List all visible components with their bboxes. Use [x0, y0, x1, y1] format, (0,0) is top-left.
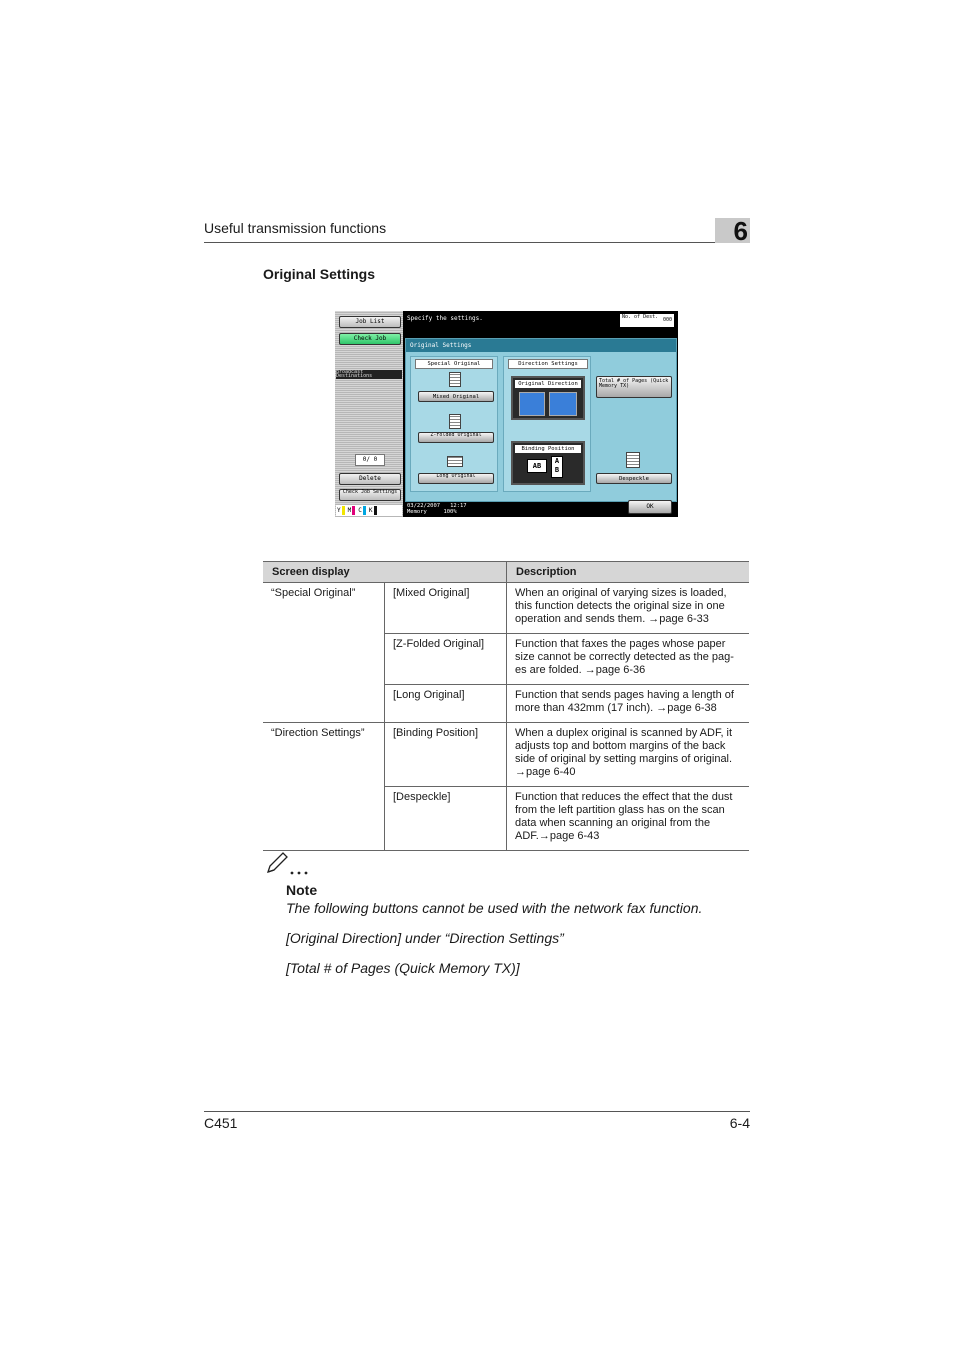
direction-settings-group: [503, 356, 591, 492]
original-direction-label: Original Direction: [515, 380, 581, 388]
screen-left-column: [335, 311, 403, 517]
running-header-title: Useful transmission functions: [204, 220, 387, 236]
item-cell: [Despeckle]: [385, 787, 507, 851]
section-title: Original Settings: [263, 266, 376, 282]
mixed-original-button[interactable]: Mixed Original: [418, 391, 494, 402]
binding-top-icon: A B: [551, 456, 563, 478]
description-cell: Function that faxes the pages whose paper size cannot be correctly detected as the pag-es are folded. →page 6-36: [507, 634, 750, 685]
item-cell: [Mixed Original]: [385, 583, 507, 634]
table-row: [263, 723, 749, 787]
dest-count-value: 000: [662, 317, 672, 323]
description-cell: Function that sends pages having a length of more than 432mm (17 inch). →page 6-38: [507, 685, 750, 723]
chapter-number: 6: [733, 216, 748, 246]
status-memory-label: Memory: [407, 509, 427, 515]
destination-counter: 0/ 0: [355, 454, 385, 466]
mixed-original-icon: [449, 372, 461, 387]
special-original-group: [410, 356, 498, 492]
ok-button[interactable]: OK: [628, 500, 672, 514]
table-header-row: [263, 562, 749, 583]
special-original-heading: Special Original: [415, 359, 493, 369]
despeckle-button[interactable]: Despeckle: [596, 473, 672, 484]
delete-button[interactable]: Delete: [339, 473, 401, 485]
status-info: [407, 503, 467, 515]
header-rule: [204, 242, 750, 243]
despeckle-icon: [626, 452, 640, 468]
item-cell: [Binding Position]: [385, 723, 507, 787]
dest-count-box: [620, 314, 674, 327]
panel-title: Original Settings: [406, 339, 676, 352]
long-original-icon: [447, 456, 463, 467]
note-line: [Total # of Pages (Quick Memory TX)]: [286, 960, 520, 976]
group-cell: “Direction Settings”: [263, 723, 385, 851]
status-memory-value: 100%: [443, 509, 457, 515]
group-cell: “Special Original”: [263, 583, 385, 723]
item-cell: [Long Original]: [385, 685, 507, 723]
pencil-note-icon: [265, 850, 310, 876]
description-cell: When an original of varying sizes is loaded, this function detects the original size in one operation and sends them. →page 6-33: [507, 583, 750, 634]
total-pages-button[interactable]: Total # of Pages (Quick Memory TX): [596, 376, 672, 398]
direction-settings-heading: Direction Settings: [508, 359, 588, 369]
note-label: Note: [286, 882, 318, 898]
original-direction-icon-2: [549, 392, 577, 416]
note-line: The following buttons cannot be used with the network fax function.: [286, 900, 703, 916]
broadcast-destinations-label: Broadcast Destinations: [336, 370, 402, 379]
footer-model: C451: [204, 1115, 238, 1131]
binding-position-label: Binding Position: [515, 445, 581, 453]
status-date: 03/22/2007: [407, 503, 441, 509]
device-screen-figure: [335, 311, 678, 517]
original-settings-panel: [405, 338, 677, 502]
dest-count-label: No. of Dest.: [622, 314, 659, 320]
z-folded-icon: [449, 414, 461, 429]
header-screen-display: Screen display: [263, 562, 507, 583]
screen-main-area: [405, 311, 678, 517]
toner-m-label: M: [347, 507, 352, 514]
toner-levels: [336, 505, 402, 516]
original-direction-button[interactable]: [511, 376, 585, 420]
screen-message: Specify the settings.: [407, 315, 483, 322]
long-original-button[interactable]: Long Original: [418, 473, 494, 484]
job-list-button[interactable]: Job List: [339, 316, 401, 328]
z-folded-original-button[interactable]: Z-Folded Original: [418, 432, 494, 443]
binding-position-button[interactable]: [511, 441, 585, 485]
status-time: 12:17: [450, 503, 467, 509]
description-cell: When a duplex original is scanned by ADF, it adjusts top and bottom margins of the back side of original by setting margins of original. →page 6-40: [507, 723, 750, 787]
binding-left-icon: AB: [527, 459, 547, 473]
header-description: Description: [507, 562, 750, 583]
toner-y-label: Y: [337, 507, 341, 514]
check-job-button[interactable]: Check Job: [339, 333, 401, 345]
description-cell: Function that reduces the effect that the dust from the left partition glass has on the scan data when scanning an original from the ADF.→page 6-43: [507, 787, 750, 851]
table-row: [263, 583, 749, 634]
footer-page-number: 6-4: [729, 1115, 750, 1131]
note-line: [Original Direction] under “Direction Settings”: [286, 930, 564, 946]
toner-k-label: K: [368, 507, 373, 514]
original-direction-icon-1: [519, 392, 545, 416]
footer-rule: [204, 1111, 750, 1112]
settings-table: [263, 561, 749, 851]
toner-c-label: C: [358, 507, 362, 514]
check-job-settings-button[interactable]: Check Job Settings: [339, 489, 401, 501]
item-cell: [Z-Folded Original]: [385, 634, 507, 685]
